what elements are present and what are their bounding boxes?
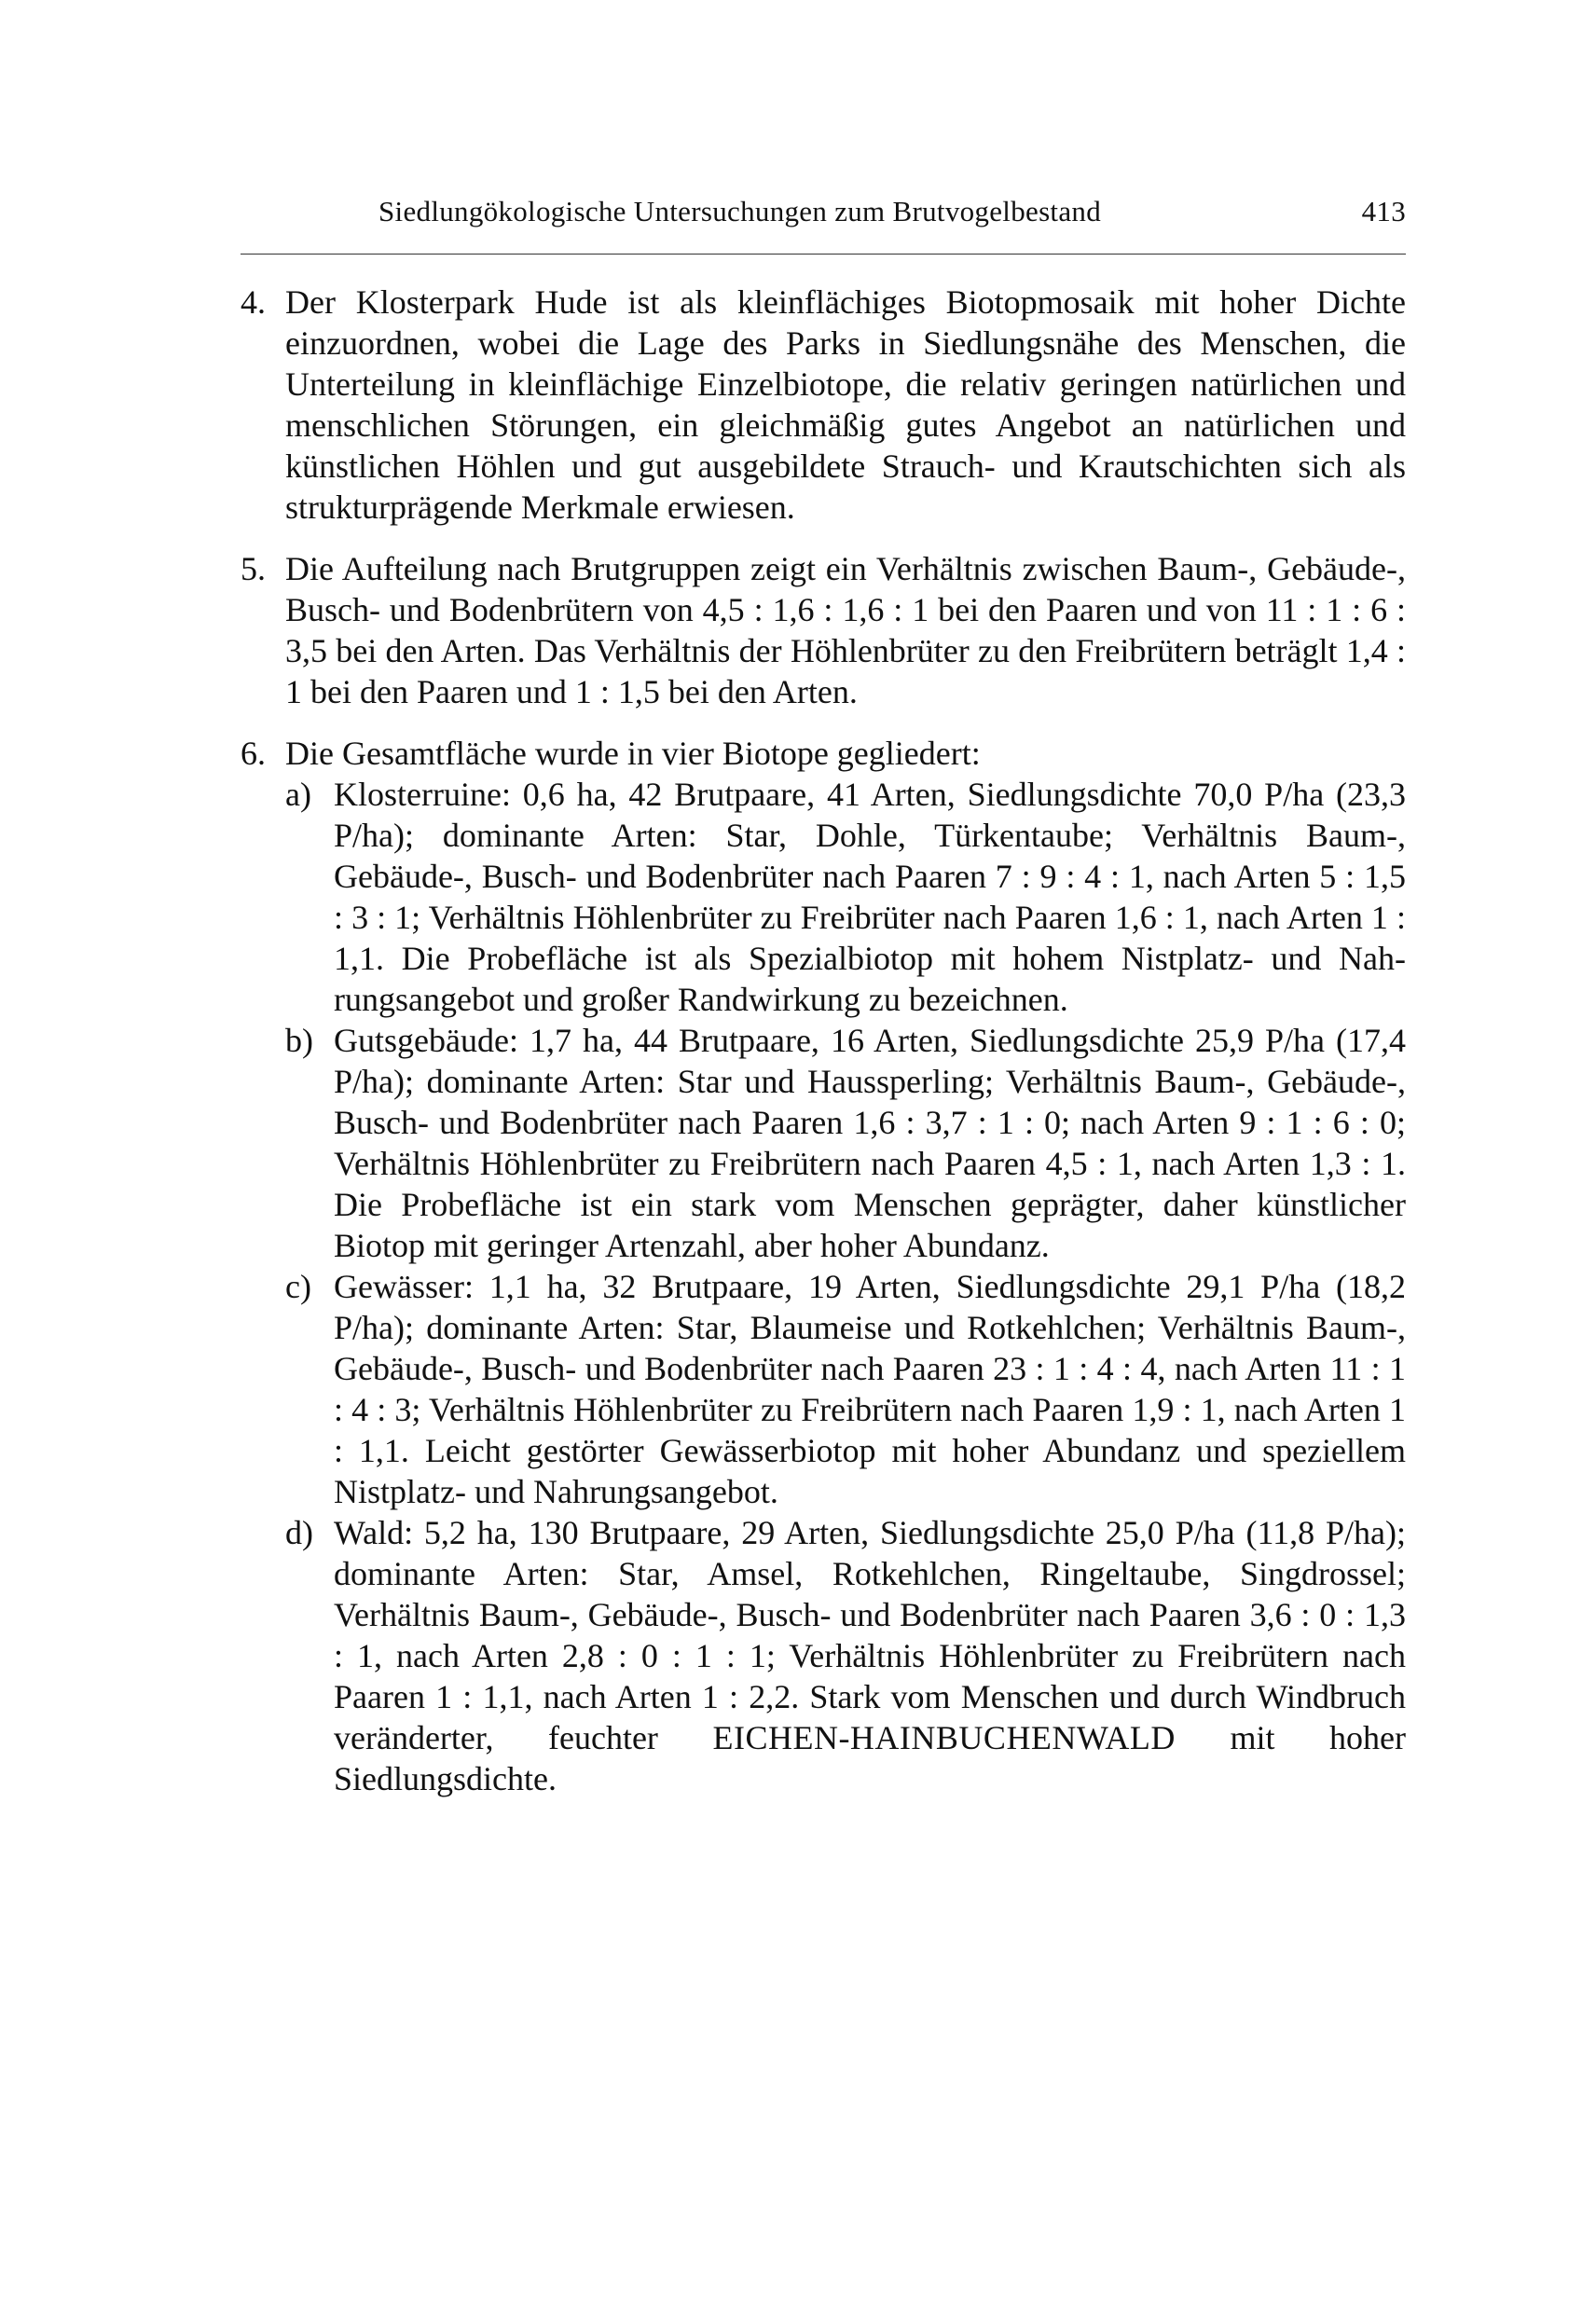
sub-item-marker: d)	[285, 1514, 313, 1551]
item-text: Die Gesamtfläche wurde in vier Biotope gegliedert:	[285, 735, 981, 772]
forest-type-name: EICHEN-HAINBUCHENWALD	[712, 1719, 1176, 1756]
biotope-item-wald	[285, 1512, 1406, 1799]
sub-item-text: Gutsgebäude: 1,7 ha, 44 Brutpaare, 16 Arten, Siedlungsdichte 25,9 P/ha (17,4 P/ha); dominante Arten: Star und Haussperling; Verhältnis Baum-, Gebäude-, Busch- und Bodenbrüter nach Paaren 1,6 : 3,7 : 1 : 0; nach Arten 9 : 1 : 6 : 0; Verhältnis Höhlenbrüter zu Freibrütern nach Paaren 4,5 : 1, nach Arten 1,3 : 1. Die Probefläche ist ein stark vom Menschen geprägter, daher künstlicher Biotop mit geringer Artenzahl, aber hoher Abundanz.	[334, 1022, 1406, 1264]
running-head	[241, 190, 1406, 233]
item-number: 6.	[241, 735, 266, 772]
running-title: Siedlungökologische Untersuchungen zum Brutvogelbestand	[378, 195, 1102, 227]
sub-item-marker: a)	[285, 776, 311, 813]
biotope-item-gewaesser	[285, 1266, 1406, 1512]
numbered-item-4	[241, 282, 1406, 528]
biotope-item-gutsgebaeude	[285, 1020, 1406, 1266]
numbered-item-5	[241, 548, 1406, 712]
page-number: 413	[1361, 195, 1406, 227]
item-number: 5.	[241, 550, 266, 587]
header-rule	[241, 254, 1406, 255]
item-text: Die Aufteilung nach Brutgruppen zeigt ein Verhältnis zwischen Baum-, Gebäude-, Busch- und Bodenbrütern von 4,5 : 1,6 : 1,6 : 1 bei den Paaren und von 11 : 1 : 6 : 3,5 bei den Arten. Das Verhältnis der Höhlenbrüter zu den Freibrütern beträglt 1,4 : 1 bei den Paaren und 1 : 1,5 bei den Arten.	[285, 550, 1406, 710]
sub-item-marker: b)	[285, 1022, 313, 1059]
sub-item-text: Klosterruine: 0,6 ha, 42 Brutpaare, 41 Arten, Siedlungsdichte 70,0 P/ha (23,3 P/ha); dominante Arten: Star, Dohle, Türkentaube; Verhältnis Baum-, Gebäude-, Busch- und Bodenbrüter nach Paaren 7 : 9 : 4 : 1, nach Arten 5 : 1,5 : 3 : 1; Verhältnis Höhlenbrüter zu Freibrüter nach Paaren 1,6 : 1, nach Arten 1 : 1,1. Die Probefläche ist als Spezialbiotop mit hohem Nistplatz- und Nahrungsangebot und großer Randwirkung zu bezeichnen.	[334, 776, 1406, 1018]
numbered-item-6	[241, 733, 1406, 1799]
item-text: Der Klosterpark Hude ist als kleinflächiges Biotopmosaik mit hoher Dichte einzuordnen, wobei die Lage des Parks in Siedlungsnähe des Menschen, die Unterteilung in kleinflächige Einzelbiotope, die relativ geringen natürlichen und menschlichen Störungen, ein gleichmäßig gutes Angebot an natürlichen und künstlichen Höhlen und gut ausgebildete Strauch- und Krautschichten sich als strukturprägende Merkmale erwiesen.	[285, 283, 1406, 526]
sub-item-marker: c)	[285, 1268, 311, 1305]
sub-item-text-part: Wald: 5,2 ha, 130 Brutpaare, 29 Arten, Siedlungsdichte 25,0 P/ha (11,8 P/ha); dominante Arten: Star, Amsel, Rotkehlchen, Ringeltaube, Singdrossel; Verhältnis Baum-, Gebäude-, Busch- und Bodenbrüter nach Paaren 3,6 : 0 : 1,3 : 1, nach Arten 2,8 : 0 : 1 : 1; Verhältnis Höhlenbrüter zu Freibrütern nach Paaren 1 : 1,1, nach Arten 1 : 2,2. Stark vom Menschen und durch Windbruch veränderter, feuchter	[334, 1514, 1406, 1756]
sub-item-text-part: mit hoher Siedlungsdichte.	[334, 1719, 1406, 1797]
sub-item-text	[334, 1512, 1406, 1799]
biotope-list	[285, 774, 1406, 1799]
sub-item-text: Gewässer: 1,1 ha, 32 Brutpaare, 19 Arten, Siedlungsdichte 29,1 P/ha (18,2 P/ha); dominante Arten: Star, Blaumeise und Rotkehlchen; Verhältnis Baum-, Gebäude-, Busch- und Bodenbrüter nach Paaren 23 : 1 : 4 : 4, nach Arten 11 : 1 : 4 : 3; Verhältnis Höhlenbrüter zu Freibrütern nach Paaren 1,9 : 1, nach Arten 1 : 1,1. Leicht gestörter Gewässerbiotop mit hoher Abundanz und speziellem Nistplatz- und Nahrungsangebot.	[334, 1268, 1406, 1510]
item-number: 4.	[241, 283, 266, 321]
biotope-item-klosterruine	[285, 774, 1406, 1020]
body-text	[241, 282, 1406, 1799]
